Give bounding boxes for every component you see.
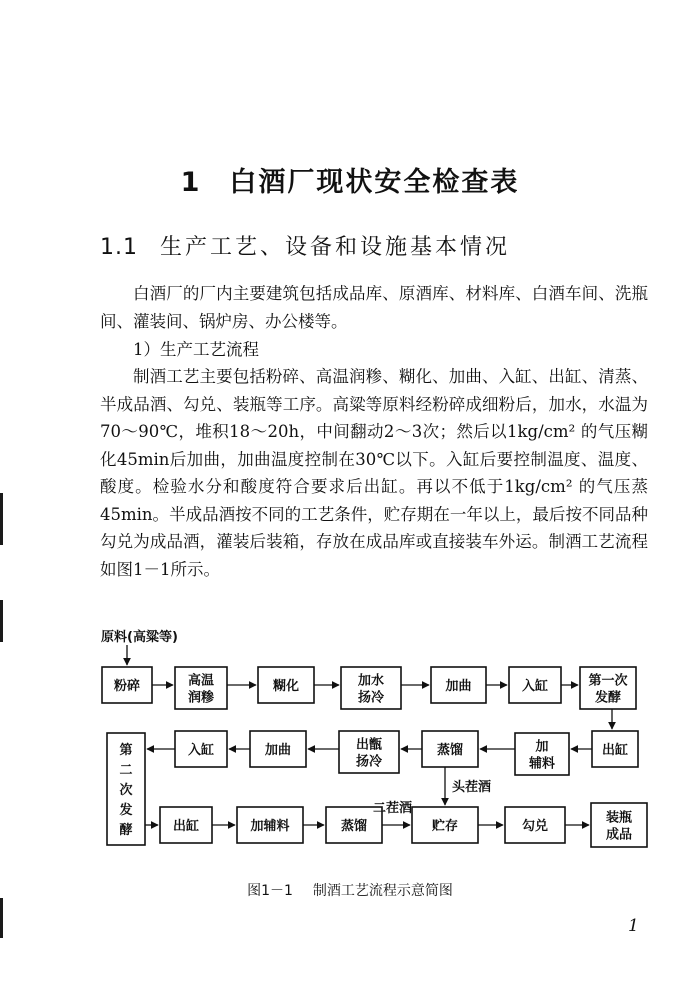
node-label: 入缸: [187, 743, 215, 758]
node-gelatinize: [258, 667, 314, 703]
node-label: 辅料: [528, 756, 556, 772]
node-label: 蒸馏: [436, 743, 464, 758]
node-label: 加曲: [264, 743, 292, 758]
main-text: 制酒工艺主要包括粉碎、高温润糁、糊化、加曲、入缸、出缸、清蒸、半成品酒、勾兑、装瓶等工序。高粱等原料经粉碎成细粉后，加水，水温为70～90℃，堆积18～20h，中间翻动2～3次；然后以1kg/cm² 的气压糊化45min后加曲，加曲温度控制在30℃以下。入缸后要控制温度、温度、酸度。检验水分和酸度符合要求后出缸。再以不低于1kg/cm² 的气压蒸45min。半成品酒按不同的工艺条件，贮存期在一年以上，最后按不同品种勾兑为成品酒，灌装后装箱，存放在成品库或直接装车外运。制酒工艺流程如图1－1所示。: [100, 367, 648, 579]
node-label: 蒸馏: [340, 819, 368, 834]
node-label: 扬冷: [357, 690, 385, 706]
node-label: 第一次: [588, 673, 628, 689]
node-cool-2: [339, 731, 399, 773]
figure-number: 图1－1: [247, 883, 293, 899]
second-liquor-label: 二茬酒: [373, 801, 413, 816]
node-label: 第: [119, 743, 133, 758]
node-label: 润糁: [187, 690, 215, 706]
node-label: 装瓶: [605, 810, 633, 826]
node-add-aux-1: [515, 733, 569, 775]
node-label: 勾兑: [521, 819, 549, 834]
node-label: 贮存: [431, 819, 459, 834]
node-label: 出缸: [601, 743, 629, 758]
node-label: 加水: [357, 673, 385, 689]
node-add-yeast-2: [250, 731, 306, 767]
node-label: 粉碎: [113, 679, 141, 694]
node-ferment-2: [107, 733, 145, 845]
figure-title: 制酒工艺流程示意简图: [312, 883, 453, 899]
node-label: 发酵: [594, 690, 622, 706]
section-title-text: 生产工艺、设备和设施基本情况: [160, 235, 511, 260]
node-vat-1: [509, 667, 561, 703]
page-number: 1: [628, 916, 639, 936]
node-label: 出缸: [172, 819, 200, 834]
node-add-aux-2: [237, 807, 303, 843]
head-liquor-label: 头茬酒: [452, 780, 492, 795]
node-steep: [175, 667, 227, 709]
figure-caption: [0, 880, 700, 900]
node-label: 入缸: [521, 679, 549, 694]
node-crush: [102, 667, 152, 703]
node-label: 次: [119, 783, 133, 798]
node-label: 出甑: [355, 737, 383, 753]
section-number: 1.1: [100, 235, 138, 260]
node-label: 加辅料: [250, 819, 290, 834]
node-blend: [505, 807, 565, 843]
chapter-title-text: 白酒厂现状安全检查表: [229, 167, 520, 198]
node-label: 酵: [119, 823, 133, 838]
node-out-vat-1: [592, 731, 638, 767]
node-label: 扬冷: [355, 754, 383, 770]
node-label: 二: [119, 763, 133, 778]
node-label: 高温: [187, 673, 215, 689]
node-ferment-1: [580, 667, 636, 709]
node-label: 成品: [605, 827, 633, 843]
node-label: 糊化: [272, 679, 300, 694]
node-label: 加曲: [445, 679, 472, 694]
node-label: 发: [119, 803, 133, 818]
subheading-text: 1）生产工艺流程: [133, 340, 259, 359]
node-cool-1: [341, 667, 401, 709]
node-bottle: [591, 803, 647, 847]
intro-text: 白酒厂的厂内主要建筑包括成品库、原酒库、材料库、白酒车间、洗瓶间、灌装间、锅炉房、办公楼等。: [100, 284, 648, 331]
node-out-vat-2: [160, 807, 212, 843]
node-storage: [412, 807, 478, 843]
chapter-number: 1: [180, 167, 202, 198]
node-vat-2: [175, 731, 227, 767]
raw-material-label: 原料(高粱等): [101, 630, 178, 645]
node-label: 加: [535, 739, 549, 755]
node-add-yeast-1: [431, 667, 486, 703]
node-distill-1: [422, 731, 478, 767]
